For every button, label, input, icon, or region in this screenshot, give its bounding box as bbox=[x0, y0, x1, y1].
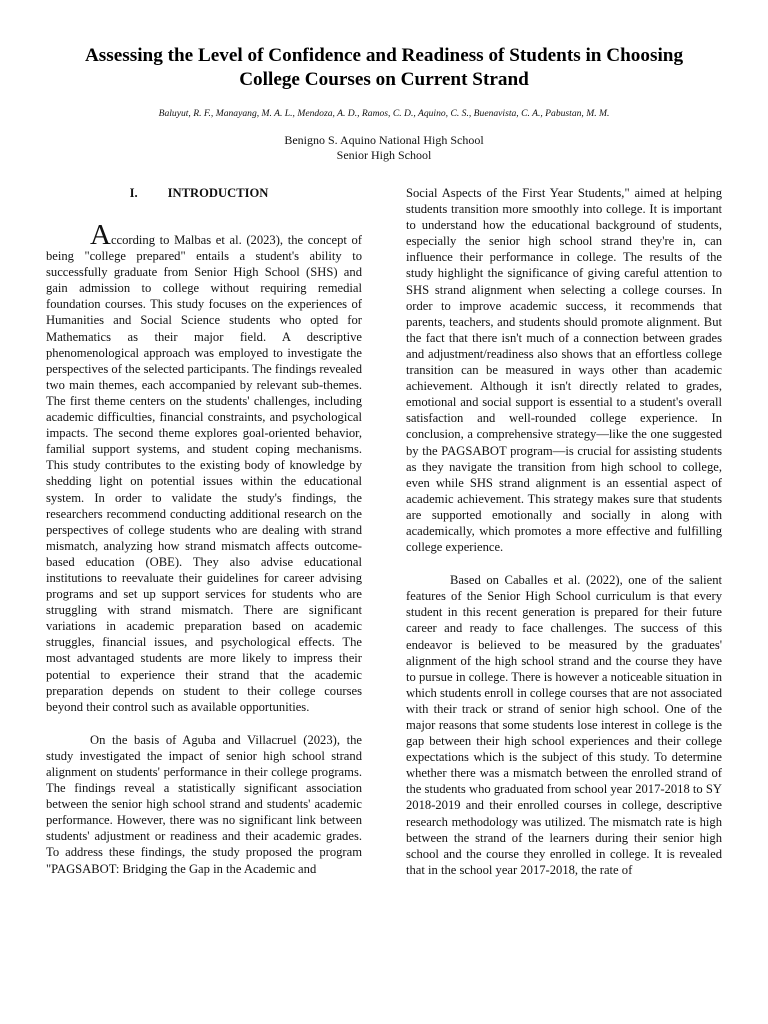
paper-title: Assessing the Level of Confidence and Readiness of Students in Choosing College Courses on Current Strand bbox=[84, 45, 684, 90]
left-column bbox=[46, 185, 362, 878]
section-heading bbox=[46, 185, 362, 201]
section-number: I. bbox=[129, 186, 138, 200]
intro-paragraph-2-continued: Social Aspects of the First Year Students," aimed at helping students transition more smoothly into college. It is important to understand how the educational background of students, especially the senior high school strand they're in, can influence their performance in college. The results of the study highlight the significance of giving careful attention to SHS strand alignment when selecting a college courses. In order to improve academic success, it recommends that parents, teachers, and students should promote alignment. But the fact that there isn't much of a connection between grades and adjustment/readiness also shows that an effortless college transition can be measured in ways other than academic achievement. Although it isn't directly related to grades, emotional and social support is essential to a student's overall satisfaction and well-rounded college experience. In conclusion, a comprehensive strategy—like the one suggested by the PAGSABOT program—is crucial for assisting students as they navigate the transition from high school to college, even while SHS strand alignment is an essential aspect of academic achievement. This strategy makes sure that students are supported emotionally and socially in along with academically, which promotes a more effective and fulfilling college experience. bbox=[406, 186, 722, 555]
intro-paragraph-3: Based on Caballes et al. (2022), one of the salient features of the Senior High School curriculum is that every student in this recent generation is prepared for their future career and ready to face challenges. The success of this endeavor is believed to be measured by the graduates' alignment of the high school strand and the course they have to pursue in college. There is however a noticeable situation in which students enroll in college courses that are not associated with their track or strand of senior high school. One of the major reasons that some students lose interest in college is the gap between their high school experiences and their college expectations which is the subject of this study. To determine whether there was a mismatch between the enrolled strand of the students who graduated from school year 2017-2018 to SY 2018-2019 and their enrolled courses in college, descriptive research methodology was utilized. The mismatch rate is high between the strand of the learners during their senior high school and the course they enrolled in college. It is revealed that in the school year 2017-2018, the rate of bbox=[406, 573, 722, 877]
school-unit: Senior High School bbox=[336, 148, 432, 162]
intro-paragraph-2: On the basis of Aguba and Villacruel (2023), the study investigated the impact of senior high school strand alignment on students' performance in their college programs. The findings reveal a statistically significant association between the senior high school strand and students' academic performance. However, there was no significant link between students' adjustment or readiness and their academic grades. To address these findings, the study proposed the program "PAGSABOT: Bridging the Gap in the Academic and bbox=[46, 732, 362, 876]
intro-paragraph-1 bbox=[46, 219, 362, 715]
right-column bbox=[406, 185, 722, 878]
intro-paragraph-1-text: ccording to Malbas et al. (2023), the concept of being "college prepared" entails a student's ability to successfully graduate from Senior High School (SHS) and gain admission to college without requiring remedial foundation courses. This study focuses on the experiences of Humanities and Social Science students who opted for Mathematics as their major field. A descriptive phenomenological approach was employed to investigate the perspectives of the selected participants. The findings revealed two main themes, each accompanied by relevant sub-themes. The first theme centers on the students' challenges, including academic difficulties, financial constraints, and psychological impacts. The second theme explores goal-oriented behavior, familial support systems, and student coping mechanisms. This study contributes to the existing body of knowledge by shedding light on potential issues within the educational system. In order to validate the study's findings, the researchers recommend conducting additional research on the perspectives of college students who are dealing with strand mismatch, analyzing how strand mismatch affects outcome-based education (OBE). They also advise educational institutions to reevaluate their guidelines for career advising programs and set up support services for students who are struggling with strand mismatch. There are significant variations in academic preparation based on academic struggles, financial issues, and psychological effects. The most advantaged students are more likely to impress their potential to experience their strand that the academic preparation depends on student to their college courses beyond their control such as available opportunities. bbox=[46, 233, 362, 714]
school-name: Benigno S. Aquino National High School bbox=[284, 133, 484, 147]
section-title: INTRODUCTION bbox=[167, 186, 269, 200]
author-list: Baluyut, R. F., Manayang, M. A. L., Mendoza, A. D., Ramos, C. D., Aquino, C. S., Buenavista, C. A., Pabustan, M. M. bbox=[158, 108, 610, 119]
affiliation bbox=[46, 133, 722, 163]
two-column-body bbox=[46, 185, 722, 878]
drop-cap: A bbox=[90, 219, 111, 251]
